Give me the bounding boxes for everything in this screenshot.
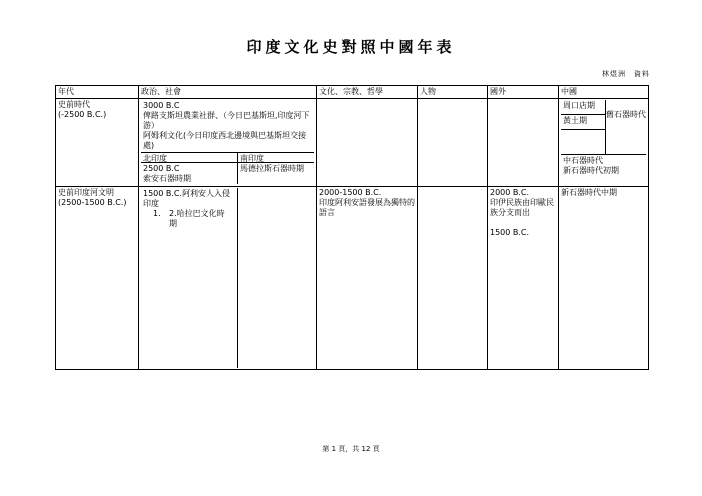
politics-cell-row1 (139, 99, 317, 187)
foreign-line2-row2: 印伊民族由印歐民族分支而出 (490, 198, 554, 217)
people-cell-row1 (418, 99, 488, 187)
politics-left-row2 (141, 188, 238, 368)
middle-neolithic-era: 新石器時代中期 (561, 188, 617, 197)
list-text: 2.哈拉巴文化時期 (169, 209, 225, 228)
politics-list-item (153, 209, 235, 229)
header-row (56, 86, 649, 99)
header-era: 年代 (56, 86, 139, 99)
paleolithic-era: 舊石器時代 (606, 110, 646, 119)
south-india-value: 馬德拉斯石器時期 (240, 164, 304, 173)
north-india-period: 索安石器時期 (143, 174, 191, 183)
page-title: 印度文化史對照中國年表 (246, 38, 456, 56)
culture-cell-row1 (317, 99, 418, 187)
chronology-table (55, 85, 649, 370)
india-subtable-value-row (141, 163, 314, 184)
india-subtable (141, 152, 314, 184)
china-subtable (561, 100, 646, 185)
page-number-footer: 第 1 頁，共 12 頁 (322, 445, 380, 453)
header-china: 中國 (559, 86, 649, 99)
politics-subgrid-row2 (141, 188, 314, 368)
mesolithic-era: 中石器時代 (563, 156, 603, 165)
culture-line2-row2: 印度阿利安語發展為獨特的語言 (319, 198, 415, 217)
era-cell-row2 (56, 187, 139, 370)
row-prehistoric-era (56, 99, 649, 187)
foreign-cell-row1 (488, 99, 559, 187)
politics-line2-row1: 俾路支斯坦農業社群、（今日巴基斯坦,印度河下游） (143, 111, 310, 130)
era-title-row2: 史前印度河文明 (58, 188, 114, 197)
politics-line3-row1: 阿姆利文化(今日印度西北邊境與巴基斯坦交接處) (143, 131, 307, 150)
politics-cell-row2 (139, 187, 317, 370)
credit-line: 林煜洲 資料 (602, 70, 650, 78)
culture-line1-row2: 2000-1500 B.C. (319, 188, 382, 197)
zhoukoudian-period: 周口店期 (561, 100, 605, 115)
loess-period: 黃土期 (561, 115, 605, 130)
china-cell-row2 (559, 187, 649, 370)
era-title-row1: 史前時代 (58, 100, 90, 109)
row-indus-civilization (56, 187, 649, 370)
early-neolithic-era: 新石器時代初期 (563, 166, 619, 175)
header-culture-religion-philosophy: 文化、宗教、哲學 (317, 86, 418, 99)
south-india-header: 南印度 (238, 153, 314, 163)
foreign-line3-row2: 1500 B.C. (490, 228, 530, 237)
north-india-value (141, 163, 238, 184)
china-upper-block (561, 100, 646, 154)
india-subtable-header-row (141, 153, 314, 163)
era-range-row2: (2500-1500 B.C.) (58, 198, 127, 207)
era-cell-row1 (56, 99, 139, 187)
china-lower-block (561, 154, 646, 182)
header-politics-society: 政治、社會 (139, 86, 317, 99)
china-left-column (561, 100, 606, 154)
foreign-cell-row2 (488, 187, 559, 370)
era-range-row1: (-2500 B.C.) (58, 110, 107, 119)
china-cell-row1 (559, 99, 649, 187)
people-cell-row2 (418, 187, 488, 370)
list-number: 1. (153, 209, 161, 218)
politics-right-row2 (238, 188, 314, 368)
politics-text-row1 (141, 100, 314, 152)
politics-line1-row2: 1500 B.C.阿利安人入侵印度 (143, 189, 231, 208)
header-foreign: 國外 (488, 86, 559, 99)
north-india-date: 2500 B.C (143, 164, 180, 173)
north-india-header: 北印度 (141, 153, 238, 163)
header-people: 人物 (418, 86, 488, 99)
culture-cell-row2 (317, 187, 418, 370)
politics-line1-row1: 3000 B.C (143, 101, 180, 110)
foreign-line1-row2: 2000 B.C. (490, 188, 530, 197)
